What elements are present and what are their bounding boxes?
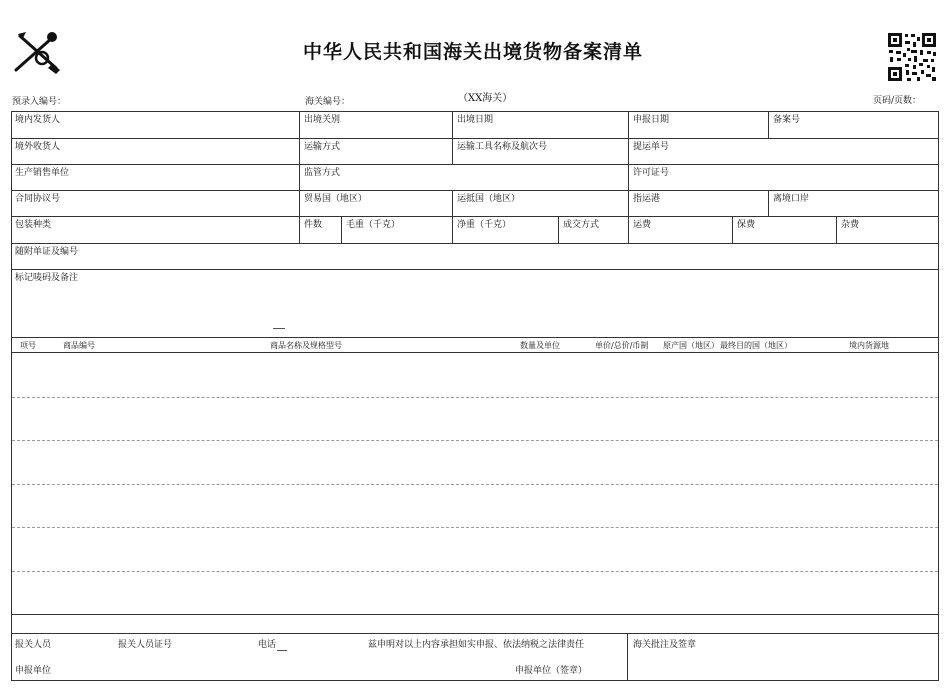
transaction-mode-label: 成交方式 xyxy=(563,220,600,230)
misc-fee-label: 杂费 xyxy=(841,220,860,230)
col-price-currency: 单价/总价/币制 xyxy=(595,341,649,350)
trade-country-label: 贸易国（地区） xyxy=(304,194,368,204)
legal-statement: 兹申明对以上内容承担如实申报、依法纳税之法律责任 xyxy=(368,640,585,650)
phone-label: 电话 xyxy=(258,640,277,650)
marks-dash xyxy=(273,328,285,329)
col-commodity-code: 商品编号 xyxy=(63,341,95,350)
license-no-label: 许可证号 xyxy=(633,168,670,178)
col-commodity-name: 商品名称及规格型号 xyxy=(270,341,342,350)
col-item-no: 项号 xyxy=(20,341,36,350)
destination-port-label: 指运港 xyxy=(633,194,661,204)
contract-no-label: 合同协议号 xyxy=(15,194,61,204)
exit-date-label: 出境日期 xyxy=(457,115,494,125)
phone-underline xyxy=(277,650,287,651)
declarant-label: 报关人员 xyxy=(15,640,52,650)
qr-code xyxy=(887,32,937,82)
package-type-label: 包装种类 xyxy=(15,220,52,230)
transport-mode-label: 运输方式 xyxy=(304,142,341,152)
col-domestic-source: 境内货源地 xyxy=(849,341,889,350)
customs-emblem-icon xyxy=(12,30,62,76)
declaring-unit-label: 申报单位 xyxy=(15,666,52,676)
domestic-consignor-label: 境内发货人 xyxy=(15,115,61,125)
pieces-label: 件数 xyxy=(304,220,323,230)
freight-label: 运费 xyxy=(633,220,652,230)
net-weight-label: 净重（千克） xyxy=(457,220,512,230)
marks-remarks-label: 标记唛码及备注 xyxy=(15,273,79,283)
col-quantity-unit: 数量及单位 xyxy=(520,341,560,350)
customs-approval-label: 海关批注及签章 xyxy=(633,640,697,650)
col-final-destination: 最终目的国（地区） xyxy=(720,341,792,350)
page-count-label: 页码/页数： xyxy=(873,96,922,106)
transport-name-label: 运输工具名称及航次号 xyxy=(457,142,548,152)
declare-date-label: 申报日期 xyxy=(633,115,670,125)
producer-label: 生产销售单位 xyxy=(15,168,70,178)
customs-placeholder: （XX海关） xyxy=(458,93,513,104)
overseas-consignee-label: 境外收货人 xyxy=(15,142,61,152)
exit-port-label: 出境关别 xyxy=(304,115,341,125)
pre-entry-no-label: 预录入编号： xyxy=(12,97,67,107)
form-title: 中华人民共和国海关出境货物备案清单 xyxy=(303,41,644,63)
customs-no-label: 海关编号： xyxy=(305,97,351,107)
declarant-cert-label: 报关人员证号 xyxy=(118,640,173,650)
bill-no-label: 提运单号 xyxy=(633,142,670,152)
declaring-unit-seal-label: 申报单位（签章） xyxy=(515,666,588,676)
gross-weight-label: 毛重（千克） xyxy=(346,220,401,230)
attached-docs-label: 随附单证及编号 xyxy=(15,247,79,257)
departure-port-label: 离境口岸 xyxy=(773,194,810,204)
destination-country-label: 运抵国（地区） xyxy=(457,194,521,204)
record-no-label: 备案号 xyxy=(773,115,801,125)
supervision-mode-label: 监管方式 xyxy=(304,168,341,178)
insurance-label: 保费 xyxy=(737,220,756,230)
col-origin-country: 原产国（地区） xyxy=(663,341,719,350)
